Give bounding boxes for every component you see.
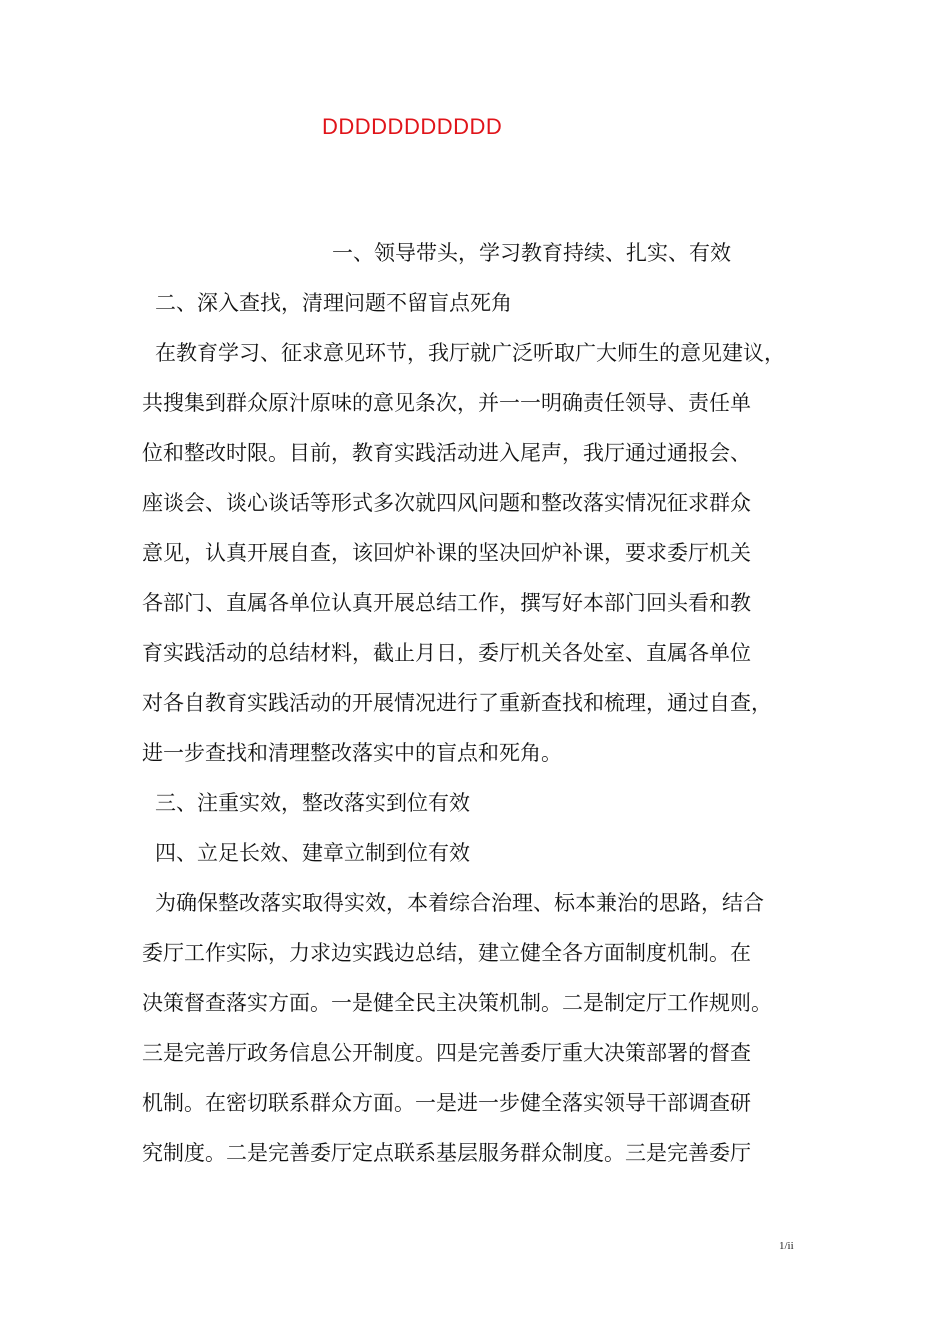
paragraph-line: 在教育学习、征求意见环节，我厅就广泛听取广大师生的意见建议， (155, 341, 785, 365)
section-heading-1: 一、领导带头，学习教育持续、扎实、有效 (332, 241, 731, 265)
paragraph-line: 座谈会、谈心谈话等形式多次就四风问题和整改落实情况征求群众 (142, 491, 751, 515)
paragraph-line: 决策督查落实方面。一是健全民主决策机制。二是制定厅工作规则。 (142, 991, 772, 1015)
paragraph-line: 意见，认真开展自查，该回炉补课的坚决回炉补课，要求委厅机关 (142, 541, 751, 565)
paragraph-line: 三是完善厅政务信息公开制度。四是完善委厅重大决策部署的督查 (142, 1041, 751, 1065)
paragraph-line: 机制。在密切联系群众方面。一是进一步健全落实领导干部调查研 (142, 1091, 751, 1115)
paragraph-line: 为确保整改落实取得实效，本着综合治理、标本兼治的思路，结合 (155, 891, 764, 915)
paragraph-line: 对各自教育实践活动的开展情况进行了重新查找和梳理，通过自查， (142, 691, 772, 715)
paragraph-line: 共搜集到群众原汁原味的意见条次，并一一明确责任领导、责任单 (142, 391, 751, 415)
section-heading-4: 四、立足长效、建章立制到位有效 (155, 841, 470, 865)
paragraph-line: 究制度。二是完善委厅定点联系基层服务群众制度。三是完善委厅 (142, 1141, 751, 1165)
paragraph-line: 位和整改时限。目前，教育实践活动进入尾声，我厅通过通报会、 (142, 441, 751, 465)
section-heading-2: 二、深入查找，清理问题不留盲点死角 (155, 291, 512, 315)
document-title: DDDDDDDDDDD (322, 114, 503, 139)
section-heading-3: 三、注重实效，整改落实到位有效 (155, 791, 470, 815)
paragraph-line: 委厅工作实际，力求边实践边总结，建立健全各方面制度机制。在 (142, 941, 751, 965)
paragraph-line: 育实践活动的总结材料，截止月日，委厅机关各处室、直属各单位 (142, 641, 751, 665)
paragraph-line: 进一步查找和清理整改落实中的盲点和死角。 (142, 741, 562, 765)
paragraph-line: 各部门、直属各单位认真开展总结工作，撰写好本部门回头看和教 (142, 591, 751, 615)
page-number: 1/ii (779, 1240, 794, 1252)
